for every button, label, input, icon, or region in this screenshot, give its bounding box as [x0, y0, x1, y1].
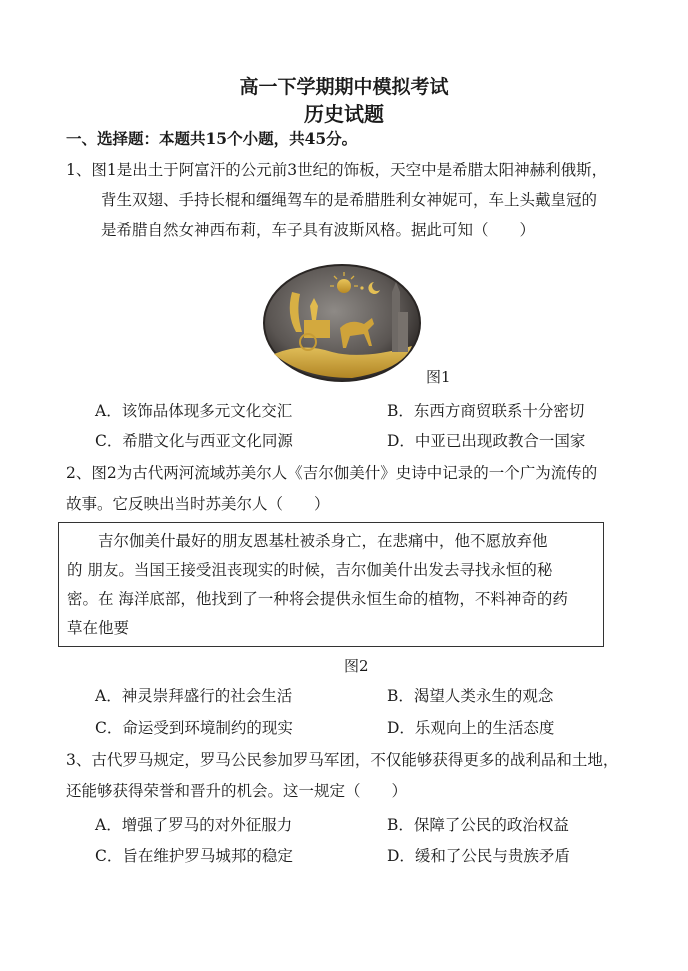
- q2-line-1: 2、图2为古代两河流域苏美尔人《吉尔伽美什》史诗中记录的一个广为流传的: [66, 464, 598, 482]
- figure-2-caption: 图2: [344, 657, 369, 675]
- q3-line-1: 3、古代罗马规定，罗马公民参加罗马军团，不仅能够获得更多的战利品和土地，: [66, 751, 619, 769]
- q1-option-b[interactable]: B．东西方商贸联系十分密切: [387, 402, 585, 420]
- exam-title: 高一下学期期中模拟考试: [239, 76, 449, 98]
- figure-1-plaque-image: [262, 262, 422, 384]
- figure-2-passage-box: [58, 522, 604, 647]
- q3-option-b[interactable]: B．保障了公民的政治权益: [387, 816, 569, 834]
- q1-line-3: 是希腊自然女神西布莉，车子具有波斯风格。据此可知（ ）: [101, 221, 536, 239]
- q1-option-a[interactable]: A．该饰品体现多元文化交汇: [95, 402, 293, 420]
- q2-option-d[interactable]: D．乐观向上的生活态度: [387, 719, 555, 737]
- passage-line-2: 的 朋友。当国王接受沮丧现实的时候，吉尔伽美什出发去寻找永恒的秘: [67, 561, 553, 579]
- q3-line-2: 还能够获得荣誉和晋升的机会。这一规定（ ）: [66, 782, 408, 800]
- passage-line-4: 草在他要: [67, 619, 130, 637]
- q2-option-a[interactable]: A．神灵崇拜盛行的社会生活: [95, 687, 293, 705]
- exam-subtitle: 历史试题: [304, 102, 384, 126]
- passage-line-1: 吉尔伽美什最好的朋友恩基杜被杀身亡，在悲痛中，他不愿放弃他: [67, 532, 548, 550]
- figure-1-caption: 图1: [426, 368, 451, 386]
- q2-line-2: 故事。它反映出当时苏美尔人（ ）: [66, 495, 330, 513]
- q2-option-b[interactable]: B．渴望人类永生的观念: [387, 687, 554, 705]
- q2-option-c[interactable]: C．命运受到环境制约的现实: [95, 719, 293, 737]
- q3-option-a[interactable]: A．增强了罗马的对外征服力: [95, 816, 293, 834]
- q3-option-c[interactable]: C．旨在维护罗马城邦的稳定: [95, 847, 293, 865]
- section-heading: 一、选择题：本题共15个小题，共45分。: [66, 129, 358, 148]
- q1-option-d[interactable]: D．中亚已出现政教合一国家: [387, 432, 586, 450]
- q3-option-d[interactable]: D．缓和了公民与贵族矛盾: [387, 847, 570, 865]
- q1-line-2: 背生双翅、手持长棍和缰绳驾车的是希腊胜利女神妮可，车上头戴皇冠的: [101, 191, 598, 209]
- q1-option-c[interactable]: C．希腊文化与西亚文化同源: [95, 432, 293, 450]
- q1-line-1: 1、图1是出土于阿富汗的公元前3世纪的饰板，天空中是希腊太阳神赫利俄斯，: [66, 161, 608, 179]
- passage-line-3: 密。在 海洋底部，他找到了一种将会提供永恒生命的植物，不料神奇的药: [67, 590, 568, 608]
